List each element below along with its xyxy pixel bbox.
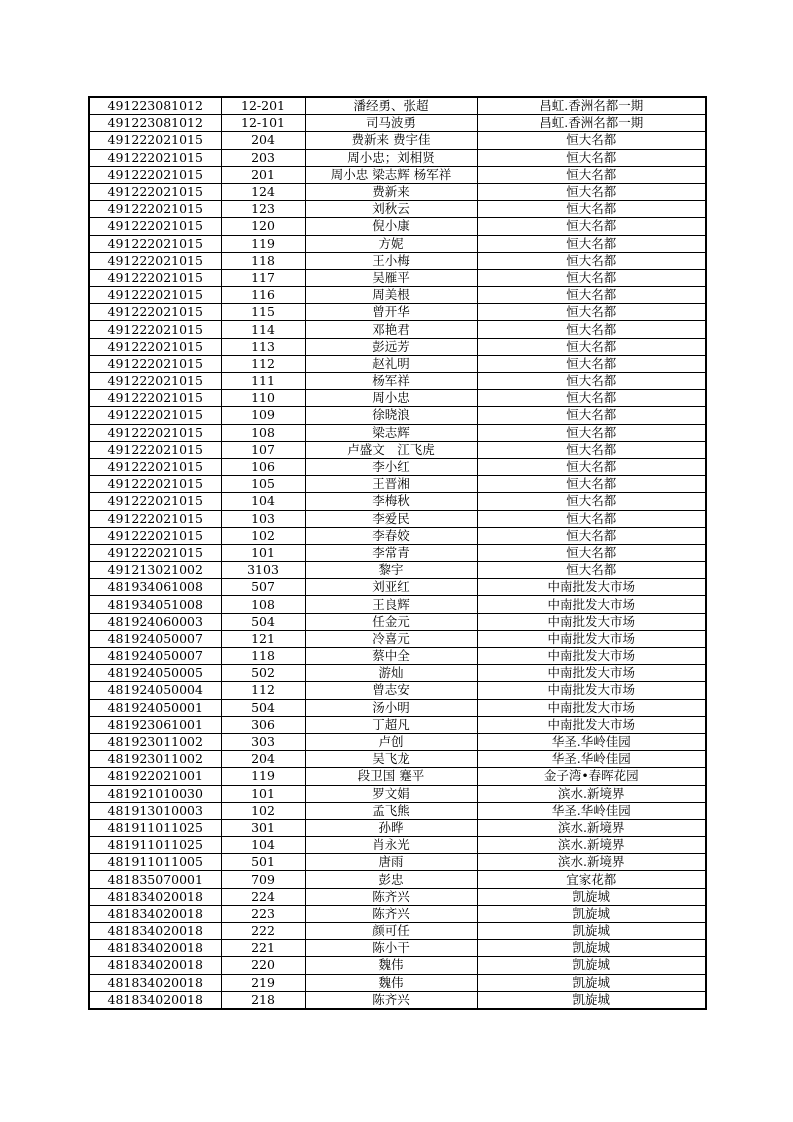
- owner-name-cell: 刘亚红: [305, 579, 477, 596]
- room-number-cell: 123: [221, 201, 305, 218]
- account-number-cell: 481834020018: [89, 957, 221, 974]
- room-number-cell: 709: [221, 871, 305, 888]
- table-row: [89, 493, 706, 510]
- owner-name-cell: 肖永光: [305, 837, 477, 854]
- owner-name-cell: 司马波勇: [305, 115, 477, 132]
- owner-name-cell: 王晋湘: [305, 476, 477, 493]
- account-number-cell: 491222021015: [89, 424, 221, 441]
- account-number-cell: 491222021015: [89, 321, 221, 338]
- estate-name-cell: 华圣.华岭佳园: [477, 751, 706, 768]
- room-number-cell: 204: [221, 132, 305, 149]
- estate-name-cell: 恒大名都: [477, 562, 706, 579]
- owner-name-cell: 曾开华: [305, 304, 477, 321]
- table-row: [89, 940, 706, 957]
- owner-name-cell: 陈小干: [305, 940, 477, 957]
- room-number-cell: 12-201: [221, 97, 305, 115]
- owner-name-cell: 孟飞熊: [305, 802, 477, 819]
- table-row: [89, 235, 706, 252]
- account-number-cell: 491222021015: [89, 373, 221, 390]
- room-number-cell: 109: [221, 407, 305, 424]
- table-row: [89, 287, 706, 304]
- room-number-cell: 112: [221, 355, 305, 372]
- account-number-cell: 491222021015: [89, 183, 221, 200]
- room-number-cell: 220: [221, 957, 305, 974]
- room-number-cell: 117: [221, 269, 305, 286]
- account-number-cell: 481834020018: [89, 923, 221, 940]
- estate-name-cell: 恒大名都: [477, 458, 706, 475]
- owner-name-cell: 魏伟: [305, 974, 477, 991]
- room-number-cell: 102: [221, 527, 305, 544]
- account-number-cell: 491222021015: [89, 510, 221, 527]
- estate-name-cell: 恒大名都: [477, 287, 706, 304]
- estate-name-cell: 恒大名都: [477, 510, 706, 527]
- room-number-cell: 118: [221, 252, 305, 269]
- table-row: [89, 974, 706, 991]
- room-number-cell: 204: [221, 751, 305, 768]
- room-number-cell: 219: [221, 974, 305, 991]
- estate-name-cell: 金子湾•春晖花园: [477, 768, 706, 785]
- owner-name-cell: 颜可任: [305, 923, 477, 940]
- account-number-cell: 481835070001: [89, 871, 221, 888]
- account-number-cell: 491213021002: [89, 562, 221, 579]
- room-number-cell: 507: [221, 579, 305, 596]
- owner-name-cell: 梁志辉: [305, 424, 477, 441]
- room-number-cell: 218: [221, 991, 305, 1009]
- account-number-cell: 481834020018: [89, 905, 221, 922]
- room-number-cell: 108: [221, 596, 305, 613]
- room-number-cell: 101: [221, 544, 305, 561]
- table-row: [89, 785, 706, 802]
- table-row: [89, 544, 706, 561]
- account-number-cell: 491222021015: [89, 355, 221, 372]
- account-number-cell: 481922021001: [89, 768, 221, 785]
- room-number-cell: 121: [221, 630, 305, 647]
- room-number-cell: 119: [221, 235, 305, 252]
- room-number-cell: 203: [221, 149, 305, 166]
- owner-name-cell: 冷喜元: [305, 630, 477, 647]
- room-number-cell: 116: [221, 287, 305, 304]
- owner-name-cell: 王小梅: [305, 252, 477, 269]
- room-number-cell: 112: [221, 682, 305, 699]
- table-row: [89, 596, 706, 613]
- owner-name-cell: 潘经勇、张超: [305, 97, 477, 115]
- table-row: [89, 527, 706, 544]
- account-number-cell: 481924050001: [89, 699, 221, 716]
- table-row: [89, 252, 706, 269]
- account-number-cell: 491222021015: [89, 458, 221, 475]
- estate-name-cell: 凯旋城: [477, 957, 706, 974]
- owner-name-cell: 卢盛文 江飞虎: [305, 441, 477, 458]
- owner-name-cell: 周小忠: [305, 390, 477, 407]
- room-number-cell: 224: [221, 888, 305, 905]
- account-number-cell: 491222021015: [89, 166, 221, 183]
- table-row: [89, 97, 706, 115]
- table-row: [89, 733, 706, 750]
- owner-name-cell: 费新来 费宇佳: [305, 132, 477, 149]
- owner-name-cell: 丁超凡: [305, 716, 477, 733]
- table-row: [89, 132, 706, 149]
- table-row: [89, 648, 706, 665]
- table-row: [89, 476, 706, 493]
- owner-name-cell: 彭远芳: [305, 338, 477, 355]
- estate-name-cell: 恒大名都: [477, 252, 706, 269]
- account-number-cell: 491223081012: [89, 97, 221, 115]
- estate-name-cell: 恒大名都: [477, 373, 706, 390]
- table-row: [89, 355, 706, 372]
- room-number-cell: 303: [221, 733, 305, 750]
- owner-name-cell: 李春姣: [305, 527, 477, 544]
- owner-name-cell: 黎宇: [305, 562, 477, 579]
- table-row: [89, 183, 706, 200]
- room-number-cell: 101: [221, 785, 305, 802]
- table-row: [89, 321, 706, 338]
- room-number-cell: 111: [221, 373, 305, 390]
- table-row: [89, 665, 706, 682]
- owner-name-cell: 任金元: [305, 613, 477, 630]
- room-number-cell: 106: [221, 458, 305, 475]
- room-number-cell: 110: [221, 390, 305, 407]
- room-number-cell: 115: [221, 304, 305, 321]
- owner-name-cell: 李常青: [305, 544, 477, 561]
- account-number-cell: 481834020018: [89, 974, 221, 991]
- table-row: [89, 699, 706, 716]
- account-number-cell: 491222021015: [89, 235, 221, 252]
- estate-name-cell: 凯旋城: [477, 940, 706, 957]
- owner-name-cell: 徐晓浪: [305, 407, 477, 424]
- estate-name-cell: 滨水.新境界: [477, 837, 706, 854]
- table-row: [89, 923, 706, 940]
- account-number-cell: 481913010003: [89, 802, 221, 819]
- table-row: [89, 613, 706, 630]
- account-number-cell: 481924050005: [89, 665, 221, 682]
- owner-name-cell: 费新来: [305, 183, 477, 200]
- owner-name-cell: 赵礼明: [305, 355, 477, 372]
- owner-name-cell: 方妮: [305, 235, 477, 252]
- room-number-cell: 222: [221, 923, 305, 940]
- owner-name-cell: 周美根: [305, 287, 477, 304]
- table-row: [89, 562, 706, 579]
- estate-name-cell: 中南批发大市场: [477, 596, 706, 613]
- owner-name-cell: 邓艳君: [305, 321, 477, 338]
- room-number-cell: 3103: [221, 562, 305, 579]
- estate-name-cell: 恒大名都: [477, 304, 706, 321]
- table-row: [89, 407, 706, 424]
- estate-name-cell: 凯旋城: [477, 974, 706, 991]
- account-number-cell: 491222021015: [89, 407, 221, 424]
- account-number-cell: 491222021015: [89, 441, 221, 458]
- table-row: [89, 768, 706, 785]
- owner-name-cell: 段卫国 蹇平: [305, 768, 477, 785]
- account-number-cell: 491222021015: [89, 269, 221, 286]
- table-row: [89, 510, 706, 527]
- account-number-cell: 481924050007: [89, 648, 221, 665]
- room-number-cell: 104: [221, 837, 305, 854]
- owner-name-cell: 陈齐兴: [305, 888, 477, 905]
- room-number-cell: 301: [221, 819, 305, 836]
- owner-name-cell: 刘秋云: [305, 201, 477, 218]
- owner-name-cell: 汤小明: [305, 699, 477, 716]
- owner-name-cell: 唐雨: [305, 854, 477, 871]
- account-number-cell: 481934051008: [89, 596, 221, 613]
- estate-name-cell: 恒大名都: [477, 424, 706, 441]
- account-number-cell: 491222021015: [89, 390, 221, 407]
- owner-name-cell: 蔡中全: [305, 648, 477, 665]
- room-number-cell: 306: [221, 716, 305, 733]
- estate-name-cell: 恒大名都: [477, 544, 706, 561]
- estate-name-cell: 滨水.新境界: [477, 785, 706, 802]
- estate-name-cell: 凯旋城: [477, 888, 706, 905]
- room-number-cell: 114: [221, 321, 305, 338]
- room-number-cell: 105: [221, 476, 305, 493]
- estate-name-cell: 恒大名都: [477, 201, 706, 218]
- estate-name-cell: 恒大名都: [477, 269, 706, 286]
- estate-name-cell: 华圣.华岭佳园: [477, 802, 706, 819]
- room-number-cell: 103: [221, 510, 305, 527]
- account-number-cell: 481924050004: [89, 682, 221, 699]
- owner-name-cell: 杨军祥: [305, 373, 477, 390]
- account-number-cell: 491222021015: [89, 218, 221, 235]
- table-row: [89, 888, 706, 905]
- table-row: [89, 991, 706, 1009]
- estate-name-cell: 中南批发大市场: [477, 630, 706, 647]
- owner-name-cell: 吴雁平: [305, 269, 477, 286]
- account-number-cell: 481934061008: [89, 579, 221, 596]
- estate-name-cell: 恒大名都: [477, 355, 706, 372]
- table-row: [89, 338, 706, 355]
- account-number-cell: 491222021015: [89, 304, 221, 321]
- table-row: [89, 304, 706, 321]
- table-row: [89, 871, 706, 888]
- owner-name-cell: 吴飞龙: [305, 751, 477, 768]
- estate-name-cell: 中南批发大市场: [477, 613, 706, 630]
- room-number-cell: 221: [221, 940, 305, 957]
- estate-name-cell: 恒大名都: [477, 476, 706, 493]
- estate-name-cell: 中南批发大市场: [477, 648, 706, 665]
- table-row: [89, 269, 706, 286]
- estate-name-cell: 恒大名都: [477, 441, 706, 458]
- records-table: [88, 96, 707, 1010]
- account-number-cell: 491222021015: [89, 476, 221, 493]
- owner-name-cell: 彭忠: [305, 871, 477, 888]
- account-number-cell: 481921010030: [89, 785, 221, 802]
- account-number-cell: 481923011002: [89, 733, 221, 750]
- room-number-cell: 504: [221, 613, 305, 630]
- estate-name-cell: 昌虹.香洲名都一期: [477, 97, 706, 115]
- room-number-cell: 223: [221, 905, 305, 922]
- owner-name-cell: 周小忠；刘相贤: [305, 149, 477, 166]
- account-number-cell: 491222021015: [89, 252, 221, 269]
- estate-name-cell: 滨水.新境界: [477, 819, 706, 836]
- account-number-cell: 481834020018: [89, 991, 221, 1009]
- estate-name-cell: 恒大名都: [477, 235, 706, 252]
- room-number-cell: 113: [221, 338, 305, 355]
- records-table-body: [89, 97, 706, 1009]
- account-number-cell: 481911011025: [89, 819, 221, 836]
- owner-name-cell: 孙晔: [305, 819, 477, 836]
- room-number-cell: 201: [221, 166, 305, 183]
- account-number-cell: 491222021015: [89, 544, 221, 561]
- estate-name-cell: 中南批发大市场: [477, 682, 706, 699]
- table-row: [89, 630, 706, 647]
- room-number-cell: 504: [221, 699, 305, 716]
- table-row: [89, 819, 706, 836]
- table-row: [89, 166, 706, 183]
- account-number-cell: 491222021015: [89, 527, 221, 544]
- table-row: [89, 441, 706, 458]
- account-number-cell: 491222021015: [89, 287, 221, 304]
- owner-name-cell: 李爱民: [305, 510, 477, 527]
- account-number-cell: 481924060003: [89, 613, 221, 630]
- account-number-cell: 491222021015: [89, 132, 221, 149]
- table-row: [89, 802, 706, 819]
- estate-name-cell: 恒大名都: [477, 390, 706, 407]
- table-row: [89, 115, 706, 132]
- estate-name-cell: 凯旋城: [477, 905, 706, 922]
- estate-name-cell: 滨水.新境界: [477, 854, 706, 871]
- table-row: [89, 957, 706, 974]
- owner-name-cell: 曾志安: [305, 682, 477, 699]
- estate-name-cell: 华圣.华岭佳园: [477, 733, 706, 750]
- owner-name-cell: 魏伟: [305, 957, 477, 974]
- table-row: [89, 458, 706, 475]
- account-number-cell: 481911011025: [89, 837, 221, 854]
- table-row: [89, 716, 706, 733]
- table-row: [89, 854, 706, 871]
- estate-name-cell: 凯旋城: [477, 991, 706, 1009]
- owner-name-cell: 倪小康: [305, 218, 477, 235]
- estate-name-cell: 中南批发大市场: [477, 716, 706, 733]
- room-number-cell: 502: [221, 665, 305, 682]
- account-number-cell: 481924050007: [89, 630, 221, 647]
- estate-name-cell: 恒大名都: [477, 132, 706, 149]
- table-row: [89, 751, 706, 768]
- account-number-cell: 481923061001: [89, 716, 221, 733]
- room-number-cell: 124: [221, 183, 305, 200]
- room-number-cell: 118: [221, 648, 305, 665]
- table-row: [89, 837, 706, 854]
- table-row: [89, 579, 706, 596]
- estate-name-cell: 恒大名都: [477, 407, 706, 424]
- account-number-cell: 491222021015: [89, 493, 221, 510]
- estate-name-cell: 恒大名都: [477, 527, 706, 544]
- table-row: [89, 905, 706, 922]
- estate-name-cell: 凯旋城: [477, 923, 706, 940]
- estate-name-cell: 中南批发大市场: [477, 665, 706, 682]
- owner-name-cell: 陈齐兴: [305, 991, 477, 1009]
- owner-name-cell: 陈齐兴: [305, 905, 477, 922]
- table-row: [89, 390, 706, 407]
- room-number-cell: 501: [221, 854, 305, 871]
- room-number-cell: 108: [221, 424, 305, 441]
- account-number-cell: 491222021015: [89, 149, 221, 166]
- estate-name-cell: 昌虹.香洲名都一期: [477, 115, 706, 132]
- account-number-cell: 481923011002: [89, 751, 221, 768]
- account-number-cell: 491223081012: [89, 115, 221, 132]
- room-number-cell: 102: [221, 802, 305, 819]
- account-number-cell: 481911011005: [89, 854, 221, 871]
- table-row: [89, 373, 706, 390]
- table-row: [89, 201, 706, 218]
- room-number-cell: 120: [221, 218, 305, 235]
- estate-name-cell: 中南批发大市场: [477, 699, 706, 716]
- estate-name-cell: 恒大名都: [477, 149, 706, 166]
- owner-name-cell: 李小红: [305, 458, 477, 475]
- table-row: [89, 149, 706, 166]
- table-row: [89, 682, 706, 699]
- estate-name-cell: 恒大名都: [477, 493, 706, 510]
- owner-name-cell: 游灿: [305, 665, 477, 682]
- estate-name-cell: 恒大名都: [477, 166, 706, 183]
- owner-name-cell: 卢创: [305, 733, 477, 750]
- estate-name-cell: 恒大名都: [477, 321, 706, 338]
- room-number-cell: 119: [221, 768, 305, 785]
- table-row: [89, 218, 706, 235]
- estate-name-cell: 恒大名都: [477, 338, 706, 355]
- estate-name-cell: 恒大名都: [477, 183, 706, 200]
- estate-name-cell: 中南批发大市场: [477, 579, 706, 596]
- account-number-cell: 491222021015: [89, 201, 221, 218]
- owner-name-cell: 罗文娟: [305, 785, 477, 802]
- room-number-cell: 107: [221, 441, 305, 458]
- account-number-cell: 481834020018: [89, 940, 221, 957]
- room-number-cell: 104: [221, 493, 305, 510]
- table-row: [89, 424, 706, 441]
- owner-name-cell: 李梅秋: [305, 493, 477, 510]
- account-number-cell: 481834020018: [89, 888, 221, 905]
- estate-name-cell: 宜家花都: [477, 871, 706, 888]
- owner-name-cell: 王良辉: [305, 596, 477, 613]
- account-number-cell: 491222021015: [89, 338, 221, 355]
- owner-name-cell: 周小忠 梁志辉 杨军祥: [305, 166, 477, 183]
- room-number-cell: 12-101: [221, 115, 305, 132]
- estate-name-cell: 恒大名都: [477, 218, 706, 235]
